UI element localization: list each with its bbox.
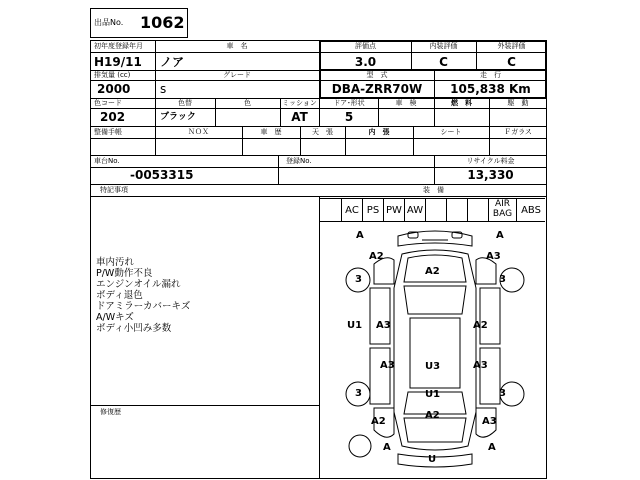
reg-date-value: H19/11 bbox=[94, 55, 142, 69]
note-line: ドアミラーカバーキズ bbox=[96, 301, 191, 312]
inspection-label: 車 検 bbox=[395, 99, 417, 107]
manual-label: 整備手帳 bbox=[94, 128, 122, 136]
damage-right-front-door: A2 bbox=[473, 320, 488, 331]
damage-left-rear-door: A3 bbox=[380, 360, 395, 371]
recycle-label: リサイクル料金 bbox=[466, 157, 515, 165]
nox-label: ＮＯＸ bbox=[188, 128, 209, 136]
damage-right-rear-door: A3 bbox=[473, 360, 488, 371]
front-glass-label: Ｆガラス bbox=[504, 128, 532, 136]
mileage-value: 105,838 Km bbox=[450, 82, 531, 96]
lot-label: 出品No. bbox=[94, 18, 124, 27]
damage-rear-left-fender: A2 bbox=[371, 416, 386, 427]
damage-left-side: U1 bbox=[347, 320, 363, 331]
equipment-ac: AC bbox=[345, 205, 359, 216]
grade-label: グレード bbox=[223, 71, 251, 79]
doors-label: ドア･形状 bbox=[333, 99, 365, 107]
model-label: 型 式 bbox=[366, 71, 388, 79]
interior-grade-value: C bbox=[439, 55, 448, 69]
lot-number: 1062 bbox=[140, 13, 185, 32]
damage-rear-bumper: U bbox=[428, 454, 437, 465]
damage-hood: A2 bbox=[425, 266, 440, 277]
car-name-value: ノア bbox=[160, 55, 185, 69]
recycle-value: 13,330 bbox=[467, 168, 514, 182]
mileage-label: 走 行 bbox=[480, 71, 501, 79]
reg-date-label: 初年度登録年月 bbox=[94, 42, 143, 50]
chassis-label: 車台No. bbox=[94, 157, 120, 165]
note-line: ボディ小凹み多数 bbox=[96, 323, 172, 334]
fuel-label: 燃 料 bbox=[451, 99, 472, 107]
doors-value: 5 bbox=[344, 110, 354, 124]
model-value: DBA-ZRR70W bbox=[331, 82, 423, 96]
equipment-aw: AW bbox=[406, 205, 424, 216]
color-code-label: 色コード bbox=[94, 99, 122, 107]
damage-rear-right-fender: A3 bbox=[482, 416, 497, 427]
note-line: A/Wキズ bbox=[96, 312, 134, 323]
color-change-label: 色替 bbox=[178, 99, 192, 107]
grade-value: s bbox=[160, 82, 167, 96]
interior-trim-label: 内 張 bbox=[368, 128, 390, 136]
displacement-value: 2000 bbox=[97, 82, 131, 96]
score-value: 3.0 bbox=[354, 55, 377, 69]
exterior-grade-value: C bbox=[507, 55, 516, 69]
equipment-pw: PW bbox=[386, 205, 402, 216]
damage-front-left-fender: A2 bbox=[369, 251, 384, 262]
notes-title: 特記事項 bbox=[100, 186, 128, 194]
note-line: 車内汚れ bbox=[96, 257, 135, 268]
damage-front-left-corner: A bbox=[356, 230, 364, 241]
exterior-grade-label: 外装評価 bbox=[497, 42, 526, 50]
damage-rear-right-corner: A bbox=[488, 442, 496, 453]
equipment-title: 装 備 bbox=[423, 186, 444, 194]
note-line: P/W動作不良 bbox=[96, 268, 153, 279]
damage-roof-rear: U1 bbox=[425, 389, 441, 400]
damage-rear-right-wheel: 3 bbox=[499, 388, 506, 399]
displacement-label: 排気量 (cc) bbox=[94, 71, 131, 79]
damage-left-front-door: A3 bbox=[376, 320, 391, 331]
color-code-value: 202 bbox=[100, 110, 126, 124]
drive-label: 駆 動 bbox=[507, 99, 529, 107]
damage-front-right-wheel: 3 bbox=[499, 274, 506, 285]
chassis-value: -0053315 bbox=[130, 168, 194, 182]
damage-tailgate: A2 bbox=[425, 410, 440, 421]
damage-front-right-corner: A bbox=[496, 230, 504, 241]
equipment-ps: PS bbox=[366, 205, 380, 216]
damage-front-left-wheel: 3 bbox=[355, 274, 362, 285]
score-label: 評価点 bbox=[355, 42, 376, 50]
roof-lining-label: 天 張 bbox=[312, 128, 333, 136]
equipment-abs: ABS bbox=[521, 205, 541, 216]
history-label: 車 歴 bbox=[260, 128, 282, 136]
car-name-label: 車 名 bbox=[226, 42, 248, 50]
reg-no-label: 登録No. bbox=[286, 157, 312, 165]
note-line: ボディ退色 bbox=[96, 290, 143, 301]
repair-history-label: 修復歴 bbox=[100, 408, 121, 416]
equipment-airbag: AIR BAG bbox=[492, 199, 513, 219]
car-diagram bbox=[330, 224, 540, 476]
damage-rear-left-wheel: 3 bbox=[355, 388, 362, 399]
damage-front-right-fender: A3 bbox=[486, 251, 501, 262]
mission-value: AT bbox=[291, 110, 308, 124]
note-line: エンジンオイル漏れ bbox=[96, 279, 181, 290]
color-value: ブラック bbox=[160, 112, 196, 122]
damage-roof: U3 bbox=[425, 361, 441, 372]
color-label: 色 bbox=[244, 99, 251, 107]
damage-rear-left-corner: A bbox=[383, 442, 391, 453]
mission-label: ミッション bbox=[282, 99, 317, 107]
seat-label: シート bbox=[440, 128, 462, 136]
interior-grade-label: 内装評価 bbox=[429, 42, 458, 50]
